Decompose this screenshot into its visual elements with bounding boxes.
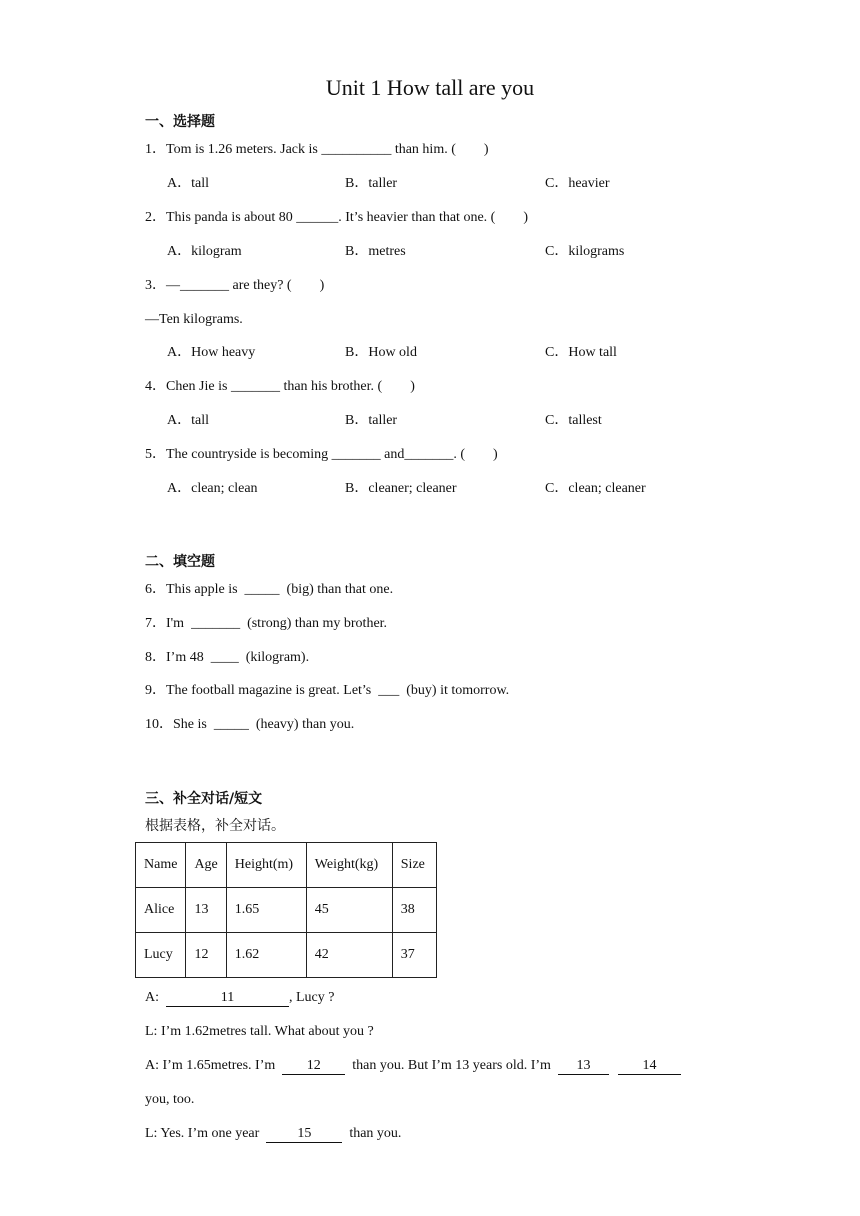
table-cell: 45	[306, 888, 392, 933]
table-cell: 12	[186, 933, 226, 978]
table-cell: Alice	[136, 888, 186, 933]
section-heading-choice: 一、选择题	[145, 114, 215, 130]
dialogue-line	[145, 988, 334, 1008]
dialogue-line	[145, 1124, 401, 1144]
table-cell: 13	[186, 888, 226, 933]
dialogue-text: L: Yes. I’m one year	[145, 1126, 267, 1141]
option-a: A．tall	[167, 413, 209, 428]
page-title: Unit 1 How tall are you	[325, 75, 535, 100]
table-header: Name	[136, 843, 186, 888]
dialogue-text: , Lucy ?	[289, 990, 335, 1005]
table-cell: 38	[392, 888, 436, 933]
table-header: Size	[392, 843, 436, 888]
dialogue-line: L: I’m 1.62metres tall. What about you ?	[145, 1024, 374, 1039]
question-stem: 5．The countryside is becoming _______ and_______. ( )	[145, 447, 498, 462]
table-header-row	[136, 843, 437, 888]
option-c: C．kilograms	[545, 244, 625, 259]
table-row	[136, 933, 437, 978]
table-cell: Lucy	[136, 933, 186, 978]
option-b: B．How old	[345, 345, 417, 360]
dialogue-line	[145, 1056, 681, 1076]
option-b: B．metres	[345, 244, 406, 259]
table-cell: 1.62	[226, 933, 306, 978]
option-c: C．tallest	[545, 413, 602, 428]
question-stem: 2．This panda is about 80 ______. It’s heavier than that one. ( )	[145, 210, 528, 225]
blank-14: 14	[618, 1058, 681, 1075]
dialogue-line: you, too.	[145, 1092, 195, 1107]
fill-item: 8．I’m 48 ____ (kilogram).	[145, 650, 310, 665]
question-stem: 3．—_______ are they? ( )	[145, 278, 325, 293]
table-header: Weight(kg)	[306, 843, 392, 888]
blank-12: 12	[282, 1058, 345, 1075]
option-a: A．clean; clean	[167, 481, 258, 496]
option-a: A．How heavy	[167, 345, 256, 360]
fill-item: 9．The football magazine is great. Let’s ___ (buy) it tomorrow.	[145, 683, 510, 698]
option-c: C．heavier	[545, 176, 610, 191]
fill-item: 6．This apple is _____ (big) than that one.	[145, 582, 394, 597]
table-cell: 1.65	[226, 888, 306, 933]
fill-item: 10．She is _____ (heavy) than you.	[145, 717, 355, 732]
blank-13: 13	[558, 1058, 609, 1075]
option-b: B．taller	[345, 176, 398, 191]
option-a: A．kilogram	[167, 244, 242, 259]
option-c: C．How tall	[545, 345, 617, 360]
table-cell: 37	[392, 933, 436, 978]
fill-item: 7．I'm _______ (strong) than my brother.	[145, 616, 388, 631]
info-table	[135, 842, 437, 978]
dialogue-text: than you.	[342, 1126, 402, 1141]
table-row	[136, 888, 437, 933]
dialogue-text: A: I’m 1.65metres. I’m	[145, 1058, 283, 1073]
section-heading-dialogue: 三、补全对话/短文	[145, 791, 263, 807]
dialogue-text: A:	[145, 990, 166, 1005]
table-header: Age	[186, 843, 226, 888]
table-header: Height(m)	[226, 843, 306, 888]
instruction: 根据表格，补全对话。	[145, 818, 285, 834]
option-c: C．clean; cleaner	[545, 481, 646, 496]
question-response: —Ten kilograms.	[145, 312, 243, 327]
option-b: B．cleaner; cleaner	[345, 481, 457, 496]
blank-11: 11	[166, 990, 289, 1007]
question-stem: 1．Tom is 1.26 meters. Jack is __________ than him. ( )	[145, 142, 489, 157]
question-stem: 4．Chen Jie is _______ than his brother. ( )	[145, 379, 415, 394]
option-b: B．taller	[345, 413, 398, 428]
section-heading-fill: 二、填空题	[145, 554, 215, 570]
blank-15: 15	[266, 1126, 342, 1143]
table-cell: 42	[306, 933, 392, 978]
option-a: A．tall	[167, 176, 209, 191]
dialogue-text: than you. But I’m 13 years old. I’m	[345, 1058, 558, 1073]
